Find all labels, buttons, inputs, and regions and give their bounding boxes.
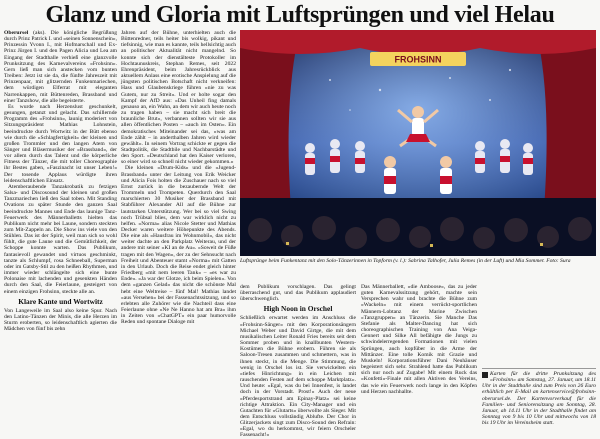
lead-text: (aks). Die königliche Begrüßung durch Prinz Patrick I. und »seinen Sonnenschein«, Prinzessin Yvonn I., mit Hofmarschall und Ex-Prinz Jürgen I. und den Pagen Alicia und Lea am Eingang der Stadthalle verhieß eine glanzvolle Prunksitzung des Karnevalvereins »Frohsinn«. Gern ließ man sich anstecken vom bunten Treiben: Jetzt ist sie da, die fünfte Jahreszeit mit Prinzenpaar, mit glitzernden Funkenmariechen, dem würdigen Elferrat mit eleganten Narrenkappen, mit Büttenreden, Brassband und einer Tanzshow, die alle begeisterte. <box>4 30 117 104</box>
stage-photo <box>240 30 596 256</box>
info-square-icon <box>482 372 488 378</box>
subheading: High Noon in Orschel <box>263 304 333 314</box>
body-paragraph: dem Publikum vorschlagen. Das gelingt überraschend gut, und das Publikum applaudiert überschwenglich. <box>240 284 356 303</box>
article-column-2 <box>121 30 236 424</box>
body-paragraph: Jahren auf der Bühne, unterhielten auch die Büttenredner, teils heiter bis wolkig, pikant und tiefsinnig, wie man es kannte, teils hellsichtig auch an politischer Aktualität nicht mangelnd. So konnte sich der dienstälteste Protokoller im Hochtaunuskreis, Stephan Remes, seit 2022 Ehrenpräsident, beim Jahresrückblick aus aktuellem Anlass eine erotische Anspielung auf die jüngsten politischen Botschaft nicht verkneifen: Hass und Glaubenskriege führen »nie zu was Gutem, nur zu Streit«. Und er holte sogar den Kampf der AfD aus: »Das Unheil fing damals genauso an, ein Wahn, an dem wir auch heute noch zu tragen haben – sie macht sich breit die braunliche Brut«, verbannen sollten wir sie aus allen öffentlichen Posten – »auch im Osten«. Ein demokratisches Miteinander sei das, »was am Ende zählt – in anderthalben Jahren wird wieder gewählt«. In seinem Vortrag schickte er gegen die Stadtpolitik, die Stadtbile und Nachbarstädte und den Sport. »Deutschland hat den Kaiser verloren, so einer wird so schnell nicht wieder gekommen.« <box>121 30 236 166</box>
body-paragraph: Es wurde nach Herzenslust geschunkelt, gesungen, getanzt und gelacht. Das schillernde Programm des »Frohsinn«, launig moderiert von Sitzungspräsident Mathias Lohnstein, beeindruckte durch Wortwitz in der Bütt ebenso wie durch die »Schlagfertigkeit« der kleinen und großen Trommler und den langen Atem von Sänger und Bläsermusiker der »Brassband«, der vor allem durch das Talent und die körperliche Fitness der Tänzer, die mit toller Choreographie ihr Bestes gaben, »Faszinacht ist unser Leben!« Der tosende Applaus würdigte ihren leidenschaftlichen Einsatz. <box>4 103 117 184</box>
article-column-4 <box>361 284 477 424</box>
body-paragraph: Schließlich erwartet werden im Anschluss die »Frohsinn-Sänger« mit den Korporationsängern Michael Weber und David Girtge, die mit dem musikalischen Leiter Ronald Fries bereits seit dem Sommer proben und in knallbunten Western-Kostümen die Bühne erobern. Führen sie als Saloon-Tresen zusammen und schmettern, was in ihnen steckt, in die Menge. Die Stimmung, die wenig in Orschel los ist. Sie verwickelten ein »tiefes Hinrichtung« in ein Leichen mit rauschenden Festen auf dem schoppe Marktplatz«. Und heute: »Egal, was du bei Innenfest, is landet doch in der Vorstadt. Prost!« Auch der neue »Pferdesportstrand am Epinay-Platz« sei keine richtige Attraktion. Ein City-Manager und ein Gutachten für »Glutarts« überwollte als Sieger. Mit dem Entschluss vollständig Ablufte. Der Chor in Glitzerjackets singt zum Disco-Sound den Refrain: »Egal, wo du herkommst, wir feiern Orscheler Fassenacht!« <box>240 315 356 439</box>
dateline-place: Oberursel <box>4 30 29 36</box>
ticket-info-box <box>482 368 596 427</box>
banner-text: FROHSINN <box>394 54 442 65</box>
photo-caption <box>240 258 596 264</box>
stage-photo-illustration <box>240 30 596 256</box>
lead-paragraph <box>4 30 117 104</box>
caption-text: Luftsprünge beim Funkentanz mit den Solo-Tänzerinnen in Topform (v. l.): Sabrina Talhofer, Julia Remes (in der Luft) und Mia Sommer. <box>240 258 545 264</box>
article-column-3 <box>240 284 356 439</box>
article-headline: Glanz und Gloria mit Luftsprüngen und viel Helau <box>45 2 555 28</box>
body-paragraph: Das Männerballett, »die Amboose«, das zu jeder guten Karnevalssitzung gehört, machte sein Versprechen wahr und brachte die Bühne zum »Wackeln« mit einem verrückt-sportlichen Männern-Lobtanz der Marine Zwischen »Tanzgruppen« an Tänzerin. Sie Manche Das Stefanie als Malter-Dancing hat sich choreographischen Training von Ana Veiga-Gennert und Silke All befähigte die Jungs zu schwindelerregenden Formationen mit vielen Sprüngen, auch kopfüber in die Arme der Mittänzer. Eine tolle Komik mit Grazie und Muskeln! Korporationsführer Dani Neuhäuser begeistert sich sehr. Strahlend hatte das Publikum sich nur noch auf Zugabe! Mit einem Ruck das »Konfetti«-Finale mit allen Aktiven des Vereins, das wie ein Feuerwerk noch lange in den Köpfen und Herzen nachhallte. <box>361 284 477 395</box>
article-column-1 <box>4 30 117 424</box>
body-paragraph: Die kleinen »Drum-Kids« und die »Jugend-Brassband« unter der Leitung von Erik Weicker und Alicia Fois holten die Zuschauer nach so viel Ernst zurück in die bezaubernde Welt der Trommeln und Trompeten. Querdurch den Saal marschierten 30 Musiker der Brassband mit Stabführer Alexander All auf die Bühne zur lautstarken Unterstützung. Wer bei so viel Swing noch Trübsal blies, dem war wirklich nicht zu helfen. »Norma« alias Nicole Stetter und Mathias Decker waren weitere Höhepunkte des Abends. Die eine als »Hausfrau im Wohnmobil«, das nicht weiter dachte an den Parkplatz Weiterau, und der andere mit seiner »KI an de Au«. »Soweit de Füße tragen mit den Wagen«, der zu der Sehnsucht nach Freiheit und Abenteuer stamt »Norma« mit Gatten in den Urlaub. Doch die Reise endet gleich hinter Friedberg »mit nem leeren Tank« – »es war zu Ende«. »Ja war der Glotze, ich beim Spielen«. Von dem »ganzen Gelad« das nicht die schönste Mal hebt eine Weltreise – fünf Mal! Mathias landet »aus Versehen« bei der Fassenachtssitzung, und so erlebten alle Zuhörer wie die Nachteil dass eine Feierlaune ohne »Ne Ne Hanno hat am Bra« ihm in Zeiten von »ChatGPT« ein paar humorvolle Reden und spontane Dialoge mit <box>121 165 236 326</box>
subheading: Klare Kante und Wortwitz <box>18 296 103 306</box>
body-paragraph: Atemberaubende Tanzakrobatik zu fetzigen Salsa- und Discosound der kleinen und großen Tanzmariechen ließ den Saal toben. Mit Standing Ovations zu später Stunde den ganzen Saal beeindruckte Mannes und Ende das launige Tanz-Feuerwerk des Männerballetts hielten das Publikum nicht mehr bei Laune, sondern steckten zum Mit-Zappeln an. Die Show ins viele von den Stühlen. Das ist der Spirit, weil man sich so wohl fühlt, die gute Laune und die Gemütlichkeit, der Schoppe konnte warten. Das Publikum, fantasievoll gewandet und virtuos geschminkt, tanzte als Schlumpf, rosa Schneeball, Superman oder im Gatsby-Stil zu den heißen Rhythmen, und immer wieder schlängelte sich eine bunte Polonaise mit lachenden und gesenkten Händen durch den Saal, die Feierlaune, gesteigert von einem einzigen Frohsinn, steckte alle an. <box>4 183 117 295</box>
ticket-info-text: Karten für die dritte Prunksitzung des »Frohsinn« am Samstag, 27. Januar, um 18.11 Uhr in der Stadthalle sind zum Preis von 26 Euro erhältlich per E-Mail an kartenservice@frohsinn-oberursel.de. Der Kartenvorverkauf für die Familien- und Seniorensitzung am Sonntag, 28. Januar, ab 14.11 Uhr in der Stadthalle findet am Sonntag von 9 bis 10 Uhr und mittwochs von 18 bis 19 Uhr im Vereinsheim statt. <box>482 371 596 427</box>
body-paragraph: Von Langeweile im Saal also keine Spur. Nach den Latino-Tänzen der Minis, die alle Herzen im Sturm eroberten, so leidenschaftlich agierten die Mädchen von fünf bis zehn <box>4 307 117 333</box>
caption-credit: Foto: Sura <box>546 258 571 264</box>
